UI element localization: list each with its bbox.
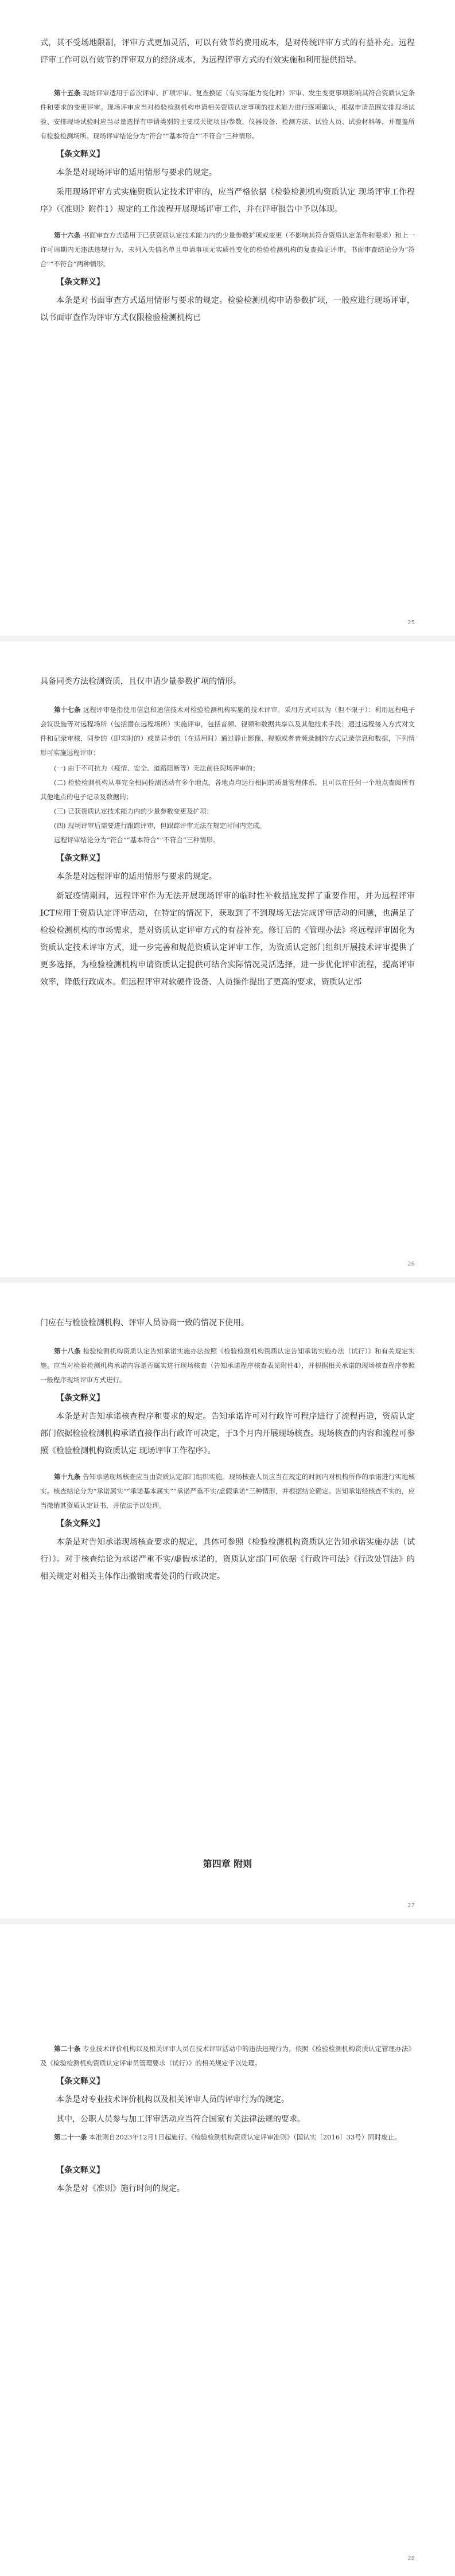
interpretation-paragraph: 本条是对书面审查方式适用情形与要求的规定。检验检测机构申请参数扩项，一般应进行现场评审，以书面审查作为评审方式仅限检验检测机构已 [40,296,415,322]
page-separator [0,636,455,641]
article-17 [40,703,415,760]
article-21 [40,2130,415,2145]
article-number: 第十七条 [54,706,81,714]
article-20 [40,2042,415,2071]
article-text: 告知承诺现场核查应当由资质认定部门组织实施。现场核查人员应当在规定的时间内对机构所作的承诺进行实地核实。核查结论分为“承诺属实”“承诺基本属实”“承诺严重不实/虚假承诺”三种情形，并根据结论确定。告知承诺经核查不实的，应当撤销其资质认定证书，并依法予以处理。 [40,1473,415,1509]
article-16 [40,228,415,271]
article-item: (一) 由于不可抗力（疫情、安全、道路阻断等）无法前往现场评审的； [54,764,259,772]
page-27-content [40,1314,415,1587]
interpretation-paragraph: 本条是对专业技术评价机构以及相关评审人员的评审行为的规定。 [56,2095,289,2104]
article-number: 第十五条 [54,89,81,97]
document-page-27 [0,1283,455,1919]
interpretation-heading: 【条文释义】 [56,2166,104,2175]
article-text: 专业技术评价机构以及相关评审人员在技术评审活动中的违法违规行为，依照《检验检测机构资质认定管理办法》及《检验检测机构资质认定评审员管理要求（试行）》的相关规定予以处理。 [40,2045,415,2067]
interpretation-paragraph: 本条是对告知承诺核查程序和要求的规定。告知承诺许可对行政许可程序进行了流程再造，资质认定部门依据检验检测机构承诺直接作出行政许可决定，于3个月内开展现场核查。现场核查的内容和流程可参照《检验检测机构资质认定 现场评审工作程序》。 [40,1412,415,1456]
interpretation-paragraph: 本条是对远程评审的适用情形与要求的规定。 [56,872,217,881]
interpretation-paragraph: 新冠疫情期间，远程评审作为无法开展现场评审的临时性补救措施发挥了重要作用，并为远程评审ICT应用于资质认定评审活动，在特定的情况下，获取到了不到现场无法完成评审活动的问题，也满足了检验检测机构的市场需求，是对资质认定评审方式的有益补充。修订后的《管理办法》将远程评审固化为资质认定技术评审方式，进一步完善和规范资质认定评审工作，为资质认定部门组织开展技术评审提供了更多选择，为检验检测机构申请资质认定提供可结合实际情况灵活选择，进一步优化评审流程，提高评审效率，降低行政成本。但远程评审对软硬件设备、人员操作提出了更高的要求，资质认定部 [40,892,415,987]
interpretation-heading: 【条文释义】 [56,1394,104,1403]
page-28-content [40,2042,415,2200]
article-15 [40,86,415,143]
article-text: 本准则自2023年12月1日起施行。《检验检测机构资质认定评审准则》（国认实〔2016〕33号）同时废止。 [89,2133,401,2141]
article-item: (二) 检验检测机构从事完全相同检测活动有多个地点，各地点均运行相同的质量管理体系，且可以在任何一个地点查阅所有其他地点的电子记录及数据的； [40,779,415,801]
page-number: 25 [407,620,415,626]
page-number: 27 [407,1902,415,1909]
paragraph-continuation: 门应在与检验检测机构、评审人员协商一致的情况下使用。 [40,1318,249,1328]
interpretation-paragraph: 本条是对告知承诺现场核查要求的规定，具体可参照《检验检测机构资质认定告知承诺实施办法（试行）》。对于核查结论为承诺严重不实/虚假承诺的，资质认定部门可依据《行政许可法》《行政处罚法》的相关规定对相关主体作出撤销或者处罚的行政决定。 [40,1538,415,1581]
page-25-content [40,34,415,329]
article-number: 第二十一条 [54,2133,87,2141]
interpretation-paragraph: 本条是对《准则》施行时间的规定。 [56,2184,185,2193]
document-page-25 [0,0,455,636]
article-number: 第二十条 [54,2045,81,2053]
interpretation-heading: 【条文释义】 [56,1519,104,1528]
article-text: 书面审查方式适用于已获资质认定技术能力内的少量参数扩项或变更（不影响其符合资质认定条件和要求）和上一许可周期内无违法违规行为、未列入失信名单且申请事项无实质性变化的检验检测机构的复查换证评审。书面审查结论分为“符合”“不符合”两种情形。 [40,231,415,268]
interpretation-heading: 【条文释义】 [56,278,104,287]
document-page-28 [0,1924,455,2576]
article-19 [40,1470,415,1513]
interpretation-heading: 【条文释义】 [56,2077,104,2086]
chapter-heading: 第四章 附则 [203,1858,252,1869]
article-item: (四) 现场评审后需要进行跟踪评审，但跟踪评审无法在规定时间内完成。 [54,822,266,830]
page-separator [0,1919,455,1924]
page-separator [0,1277,455,1283]
document-page-26 [0,641,455,1277]
interpretation-paragraph: 采用现场评审方式实施资质认定技术评审的，应当严格依据《检验检测机构资质认定 现场评审工作程序》（《准则》附件1）规定的工作流程开展现场评审工作，并在评审报告中予以体现。 [40,188,415,214]
page-26-content [40,673,415,993]
paragraph-continuation: 式，其不受场地限制，评审方式更加灵活，可以有效节约费用成本，是对传统评审方式的有益补充。远程评审工作可以有效节约评审双方的经济成本，为远程评审方式的有效实施和利用提供指导。 [40,38,415,65]
article-18 [40,1344,415,1387]
page-number: 28 [407,2555,415,2562]
interpretation-paragraph: 其中，公职人员参与加工评审活动应当符合国家有关法律法规的要求。 [56,2115,305,2124]
article-number: 第十九条 [54,1473,81,1481]
article-text: 现场评审适用于首次评审、扩项评审、复查换证（有实际能力变化时）评审、发生变更事项影响其符合资质认定条件和要求的变更评审。现场评审应当对检验检测机构申请相关资质认定事项的技术能力进行逐项确认，根据申请范围安排现场试验、安排现场试验时应当尽量选择有申请类别的主要或关键项目/参数，仪器设备、检测方法、试验人员、试验材料等，并覆盖所有检验检测场所。现场评审结论分为“符合”“基本符合”“不符合”三种情形。 [40,89,415,140]
interpretation-heading: 【条文释义】 [56,150,104,159]
article-number: 第十八条 [54,1347,81,1355]
page-number: 26 [407,1261,415,1267]
paragraph-continuation: 具备同类方法检测资质，且仅申请少量参数扩项的情形。 [40,677,241,686]
interpretation-heading: 【条文释义】 [56,854,104,863]
article-item: 远程评审结论分为“符合”“基本符合”“不符合”三种情形。 [54,836,220,844]
article-item: (三) 已获资质认定技术能力内的少量参数变更及扩项； [54,807,213,815]
article-number: 第十六条 [54,231,81,239]
article-text: 检验检测机构资质认定告知承诺实施办法按照《检验检测机构资质认定告知承诺实施办法（试行）》和有关规定实施。应当对检验检测机构承诺内容是否属实进行现场核查（告知承诺程序核查表见附件4），并根据相关承诺的现场核查程序参照一般程序现场评审方式进行。 [40,1347,415,1384]
article-text: 远程评审是指使用信息和通信技术对检验检测机构实施的技术评审。采用方式可以为（但不限于）：利用远程电子会议设施等对远程场所（包括潜在远程场所）实施评审，包括音频、视频和数据共享以及其他技术手段；通过远程接入方式对文件和记录审核，同步的（即实时的）或是异步的（在适用时）通过静止影像、视频或者音频录制的方式记录信息和数据，下列情形可实施远程评审： [40,706,415,757]
interpretation-paragraph: 本条是对现场评审的适用情形与要求的规定。 [56,168,217,177]
